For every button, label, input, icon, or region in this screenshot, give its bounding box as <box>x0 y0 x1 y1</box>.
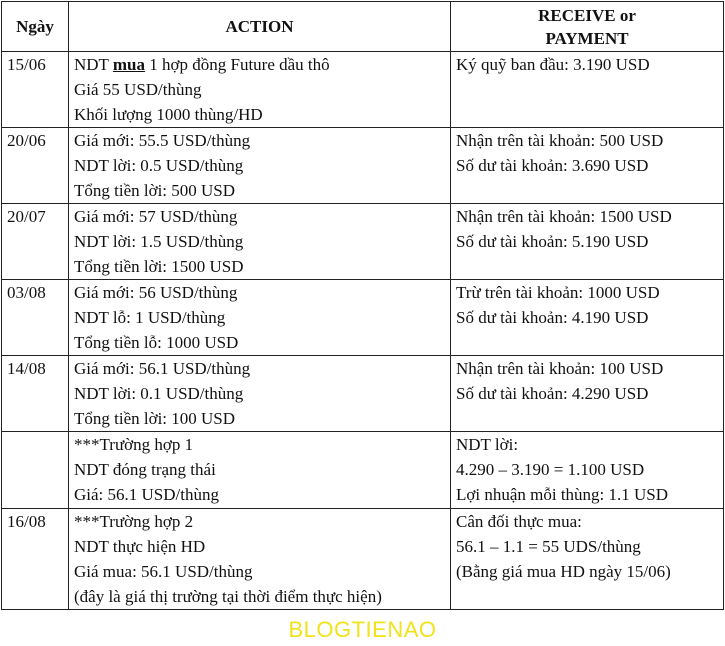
payment-line: (Bằng giá mua HD ngày 15/06) <box>456 562 671 581</box>
table-row <box>2 204 724 280</box>
header-payment <box>451 2 724 52</box>
payment-line: Nhận trên tài khoản: 500 USD <box>456 131 664 150</box>
table-row <box>2 432 724 509</box>
table-row <box>2 280 724 356</box>
action-line: Khối lượng 1000 thùng/HD <box>74 105 263 124</box>
date-cell: 15/06 <box>2 52 69 128</box>
action-line: Giá mới: 56.1 USD/thùng <box>74 359 251 378</box>
buy-keyword: mua <box>112 55 146 74</box>
action-line: Tổng tiền lỗ: 1000 USD <box>74 333 239 352</box>
action-cell <box>69 509 451 610</box>
payment-line: Số dư tài khoản: 3.690 USD <box>456 156 649 175</box>
action-line: Giá mới: 55.5 USD/thùng <box>74 131 251 150</box>
payment-line: Trừ trên tài khoản: 1000 USD <box>456 283 660 302</box>
payment-cell <box>451 52 724 128</box>
futures-transaction-table <box>1 1 724 610</box>
payment-line: 4.290 – 3.190 = 1.100 USD <box>456 460 645 479</box>
payment-line: NDT lời: <box>456 435 519 454</box>
action-line: (đây là giá thị trường tại thời điểm thực hiện) <box>74 587 382 606</box>
action-cell <box>69 204 451 280</box>
date-cell: 03/08 <box>2 280 69 356</box>
payment-line: Số dư tài khoản: 4.190 USD <box>456 308 649 327</box>
payment-cell <box>451 432 724 509</box>
action-line: NDT lời: 0.5 USD/thùng <box>74 156 244 175</box>
action-line: Tổng tiền lời: 1500 USD <box>74 257 244 276</box>
header-date: Ngày <box>2 2 69 52</box>
table-row <box>2 52 724 128</box>
payment-line: Số dư tài khoản: 4.290 USD <box>456 384 649 403</box>
watermark: BLOGTIENAO <box>288 617 437 642</box>
action-line: Giá: 56.1 USD/thùng <box>74 485 219 504</box>
header-action: ACTION <box>69 2 451 52</box>
action-cell <box>69 432 451 509</box>
payment-line: Ký quỹ ban đầu: 3.190 USD <box>456 55 650 74</box>
payment-cell <box>451 356 724 432</box>
action-line: Tổng tiền lời: 500 USD <box>74 181 236 200</box>
header-payment-line1: RECEIVE or <box>538 5 636 25</box>
action-line: NDT lời: 0.1 USD/thùng <box>74 384 244 403</box>
payment-cell <box>451 128 724 204</box>
action-cell <box>69 280 451 356</box>
payment-cell <box>451 204 724 280</box>
payment-cell <box>451 280 724 356</box>
payment-cell <box>451 509 724 610</box>
table-row <box>2 509 724 610</box>
payment-line: Nhận trên tài khoản: 1500 USD <box>456 207 672 226</box>
action-line: Giá 55 USD/thùng <box>74 80 202 99</box>
header-payment-line2: PAYMENT <box>545 28 629 48</box>
payment-line: Cân đối thực mua: <box>456 512 582 531</box>
action-line: Giá mới: 56 USD/thùng <box>74 283 238 302</box>
date-cell: 14/08 <box>2 356 69 432</box>
date-cell: 16/08 <box>2 509 69 610</box>
action-text: 1 hợp đồng Future dầu thô <box>145 55 330 74</box>
payment-line: Lợi nhuận mỗi thùng: 1.1 USD <box>456 485 669 504</box>
payment-line: Số dư tài khoản: 5.190 USD <box>456 232 649 251</box>
action-line: ***Trường hợp 2 <box>74 512 194 531</box>
action-line: Giá mua: 56.1 USD/thùng <box>74 562 253 581</box>
payment-line: Nhận trên tài khoản: 100 USD <box>456 359 664 378</box>
date-cell: 20/07 <box>2 204 69 280</box>
action-text: NDT <box>74 55 113 74</box>
payment-line: 56.1 – 1.1 = 55 UDS/thùng <box>456 537 641 556</box>
date-cell: 20/06 <box>2 128 69 204</box>
action-cell <box>69 356 451 432</box>
action-line: NDT lỗ: 1 USD/thùng <box>74 308 226 327</box>
date-cell <box>2 432 69 509</box>
action-line: Giá mới: 57 USD/thùng <box>74 207 238 226</box>
table-row <box>2 128 724 204</box>
action-cell <box>69 128 451 204</box>
action-line: NDT lời: 1.5 USD/thùng <box>74 232 244 251</box>
action-line: NDT đóng trạng thái <box>74 460 216 479</box>
action-cell <box>69 52 451 128</box>
action-line <box>74 52 445 77</box>
action-line: ***Trường hợp 1 <box>74 435 194 454</box>
action-line: Tổng tiền lời: 100 USD <box>74 409 236 428</box>
table-row <box>2 356 724 432</box>
action-line: NDT thực hiện HD <box>74 537 206 556</box>
header-row <box>2 2 724 52</box>
